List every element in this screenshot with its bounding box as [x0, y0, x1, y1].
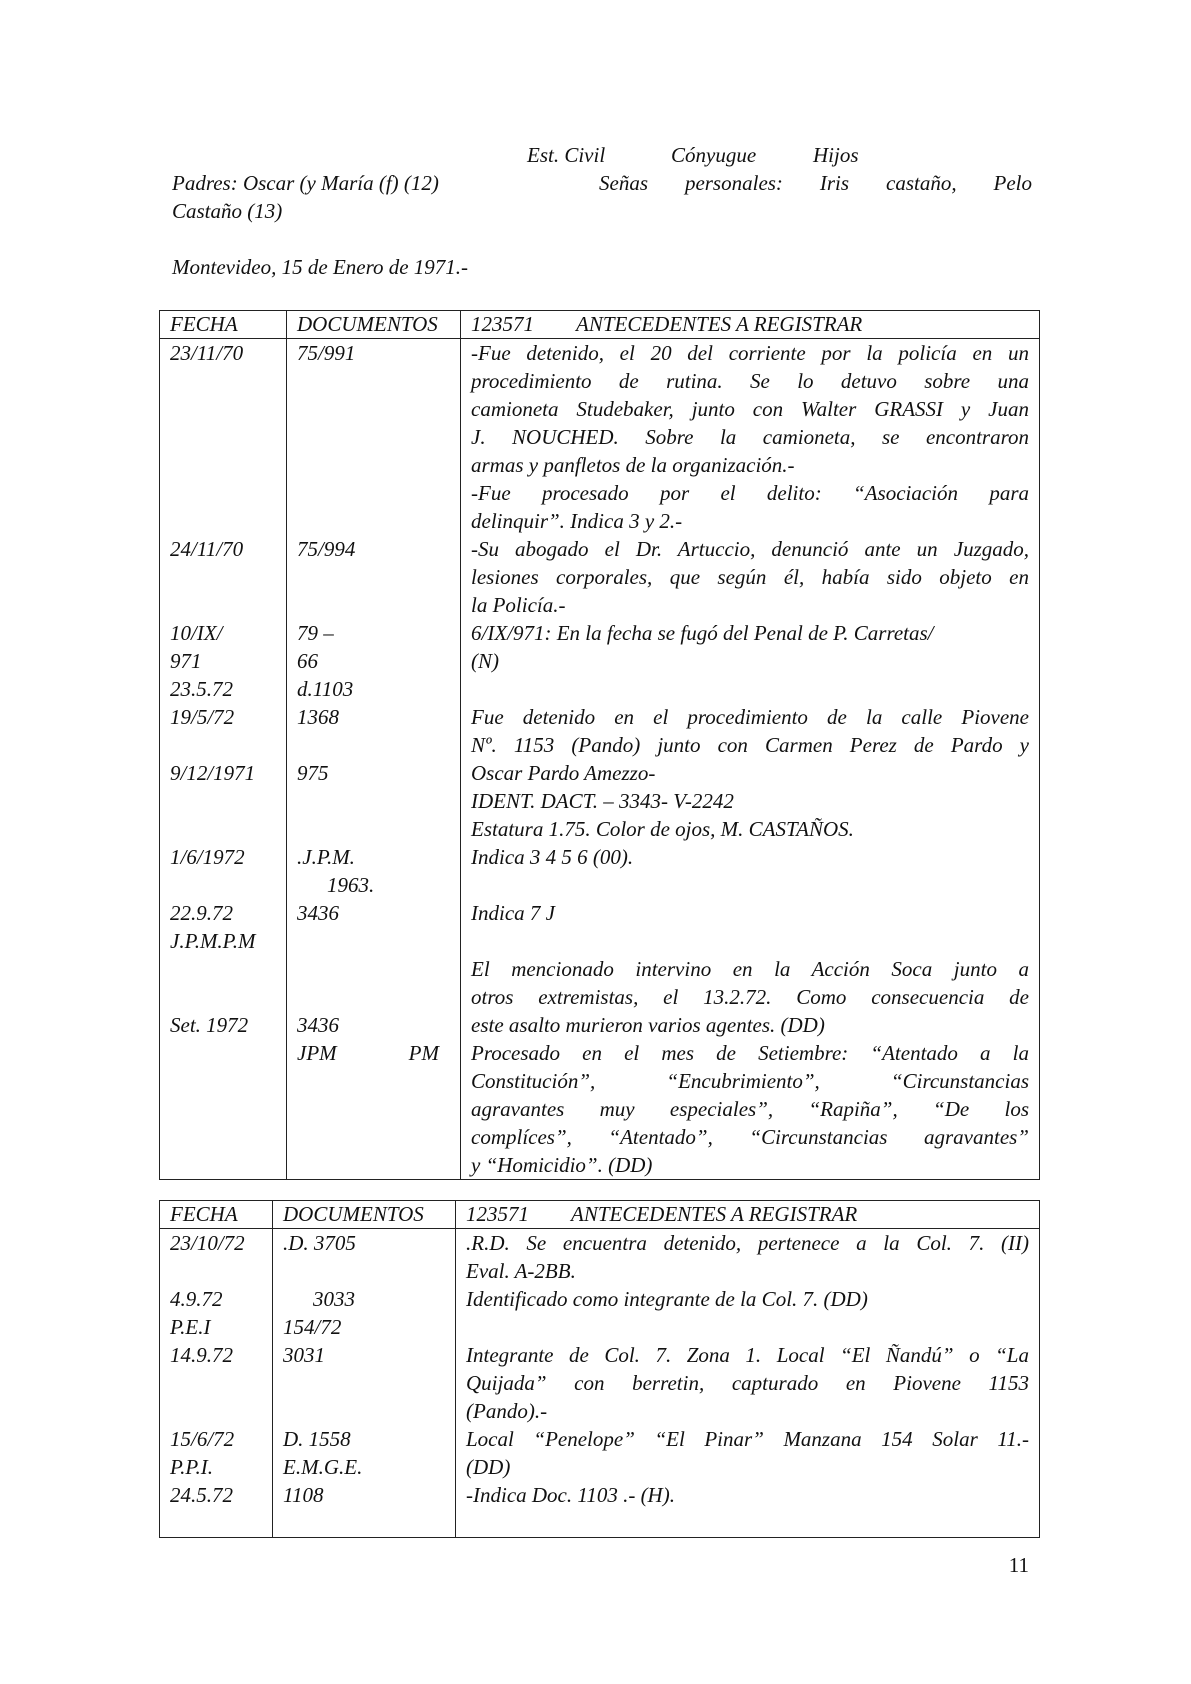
- line: -Indica Doc. 1103 .- (H).: [466, 1483, 675, 1507]
- features-word: Señas: [599, 171, 648, 195]
- line: [170, 423, 276, 451]
- features-word: personales:: [684, 171, 783, 195]
- line: 1108: [283, 1483, 324, 1507]
- line: 1368: [297, 705, 339, 729]
- line: 1963.: [327, 873, 375, 897]
- line: camioneta Studebaker, junto con Walter GRASSI y Juan: [471, 397, 1029, 421]
- line: 4.9.72: [170, 1287, 223, 1311]
- line: P.E.I: [170, 1315, 211, 1339]
- documentos-column: [273, 1229, 456, 1538]
- line: [297, 815, 450, 843]
- header-antecedentes-label: ANTECEDENTES A REGISTRAR: [576, 312, 863, 336]
- features-word: Iris: [819, 171, 850, 195]
- line: [297, 1123, 450, 1151]
- line: [297, 1095, 450, 1123]
- fecha-column: [160, 339, 287, 1180]
- line: [170, 983, 276, 1011]
- line: Identificado como integrante de la Col. 7. (DD): [466, 1287, 868, 1311]
- line: 23/10/72: [170, 1231, 245, 1255]
- line: [170, 1369, 262, 1397]
- line: 3436: [297, 901, 339, 925]
- line: [297, 1067, 450, 1095]
- line: 75/994: [297, 537, 356, 561]
- header-documentos: DOCUMENTOS: [287, 311, 461, 339]
- page-number: 11: [1008, 1553, 1029, 1577]
- line: 3033: [313, 1287, 355, 1311]
- line: [170, 1509, 262, 1537]
- line: [297, 955, 450, 983]
- distinctive-features-line: [599, 169, 1032, 197]
- line: D. 1558: [283, 1427, 351, 1451]
- line: 154/72: [283, 1315, 342, 1339]
- line: [297, 451, 450, 479]
- documentos-column: [287, 339, 461, 1180]
- line: 3436: [297, 1013, 339, 1037]
- line: procedimiento de rutina. Se lo detuvo sobre una: [471, 369, 1029, 393]
- line: Nº. 1153 (Pando) junto con Carmen Perez de Pardo y: [471, 733, 1029, 757]
- line: 3031: [283, 1343, 325, 1367]
- line: lesiones corporales, que según él, había sido objeto en: [471, 565, 1029, 589]
- line: [170, 1095, 276, 1123]
- line: 14.9.72: [170, 1343, 233, 1367]
- line: 15/6/72: [170, 1427, 235, 1451]
- line: otros extremistas, el 13.2.72. Como consecuencia de: [471, 985, 1029, 1009]
- line: [170, 563, 276, 591]
- line: Indica 3 4 5 6 (00).: [471, 845, 634, 869]
- line: (Pando).-: [466, 1399, 548, 1423]
- line: J.P.M.P.M: [170, 929, 256, 953]
- table-header-row: [160, 1201, 1040, 1229]
- line: delinquir”. Indica 3 y 2.-: [471, 509, 683, 533]
- line: [297, 927, 450, 955]
- line: Constitución”, “Encubrimiento”, “Circunstancias: [471, 1069, 1029, 1093]
- line: [297, 423, 450, 451]
- line: Indica 7 J: [471, 901, 555, 925]
- civil-status-label: Est. Civil: [527, 143, 606, 167]
- line: [170, 1067, 276, 1095]
- features-word: castaño,: [886, 171, 957, 195]
- line: .R.D. Se encuentra detenido, pertenece a la Col. 7. (II): [466, 1231, 1029, 1255]
- header-antecedentes: [456, 1201, 1040, 1229]
- line: [297, 563, 450, 591]
- line: 22.9.72: [170, 901, 233, 925]
- line: -Fue procesado por el delito: “Asociación para: [471, 481, 1029, 505]
- line: [170, 815, 276, 843]
- line: IDENT. DACT. – 3343- V-2242: [471, 789, 734, 813]
- line: 23.5.72: [170, 677, 233, 701]
- line: [170, 1257, 262, 1285]
- table-header-row: [160, 311, 1040, 339]
- line: P.P.I.: [170, 1455, 213, 1479]
- line: Set. 1972: [170, 1013, 249, 1037]
- line: [170, 731, 276, 759]
- line: Estatura 1.75. Color de ojos, M. CASTAÑOS.: [471, 817, 854, 841]
- line: [471, 675, 1029, 703]
- line: [170, 367, 276, 395]
- line: [471, 927, 1029, 955]
- line: [170, 1123, 276, 1151]
- line: [297, 507, 450, 535]
- line: El mencionado intervino en la Acción Soca junto a: [471, 957, 1029, 981]
- line: complíces”, “Atentado”, “Circunstancias agravantes”: [471, 1125, 1029, 1149]
- line: 10/IX/: [170, 621, 223, 645]
- table-row: [160, 339, 1040, 1180]
- line: 66: [297, 649, 318, 673]
- records-table-2: [159, 1200, 1040, 1538]
- line: [297, 983, 450, 1011]
- line: [170, 507, 276, 535]
- line: [297, 479, 450, 507]
- line: 79 –: [297, 621, 334, 645]
- spouse-label: Cónyugue: [671, 143, 757, 167]
- line: 9/12/1971: [170, 761, 256, 785]
- line: [283, 1369, 445, 1397]
- antecedentes-column: [461, 339, 1040, 1180]
- line: este asalto murieron varios agentes. (DD): [471, 1013, 825, 1037]
- line-with-pm: JPM PM: [297, 1041, 439, 1065]
- line: [297, 787, 450, 815]
- place-date: Montevideo, 15 de Enero de 1971.-: [172, 255, 469, 279]
- fecha-column: [160, 1229, 273, 1538]
- line: E.M.G.E.: [283, 1455, 363, 1479]
- line: (N): [471, 649, 499, 673]
- line: 24/11/70: [170, 537, 244, 561]
- line: [170, 395, 276, 423]
- line: Eval. A-2BB.: [466, 1259, 576, 1283]
- line: [297, 367, 450, 395]
- line: [297, 395, 450, 423]
- line: [170, 1151, 276, 1179]
- line: y “Homicidio”. (DD): [471, 1153, 653, 1177]
- header-fecha: FECHA: [160, 311, 287, 339]
- line: (DD): [466, 1455, 511, 1479]
- line: 24.5.72: [170, 1483, 233, 1507]
- line: [170, 1397, 262, 1425]
- line: [283, 1397, 445, 1425]
- children-label: Hijos: [813, 143, 859, 167]
- antecedentes-column: [456, 1229, 1040, 1538]
- line: .J.P.M.: [297, 845, 355, 869]
- header-number: 123571: [471, 312, 534, 336]
- header-antecedentes: [461, 311, 1040, 339]
- line: 19/5/72: [170, 705, 235, 729]
- line: armas y panfletos de la organización.-: [471, 453, 795, 477]
- line: Integrante de Col. 7. Zona 1. Local “El Ñandú” o “La: [466, 1343, 1029, 1367]
- hair-color-line: Castaño (13): [172, 199, 283, 223]
- line: Procesado en el mes de Setiembre: “Atentado a la: [471, 1041, 1029, 1065]
- line: [170, 591, 276, 619]
- table-row: [160, 1229, 1040, 1538]
- header-antecedentes-label: ANTECEDENTES A REGISTRAR: [571, 1202, 858, 1226]
- header-number: 123571: [466, 1202, 529, 1226]
- line: [297, 1151, 450, 1179]
- line: [297, 731, 450, 759]
- header-documentos: DOCUMENTOS: [273, 1201, 456, 1229]
- line: [170, 787, 276, 815]
- line: [170, 871, 276, 899]
- line: 23/11/70: [170, 341, 244, 365]
- line: [170, 451, 276, 479]
- line: Local “Penelope” “El Pinar” Manzana 154 Solar 11.-: [466, 1427, 1029, 1451]
- line: 6/IX/971: En la fecha se fugó del Penal de P. Carretas/: [471, 621, 934, 645]
- line: Quijada” con berretin, capturado en Piovene 1153: [466, 1371, 1029, 1395]
- line: [471, 871, 1029, 899]
- line: .D. 3705: [283, 1231, 356, 1255]
- doc-pm: PM: [408, 1041, 439, 1065]
- line: 971: [170, 649, 202, 673]
- line: [170, 479, 276, 507]
- line: Oscar Pardo Amezzo-: [471, 761, 656, 785]
- header-fecha: FECHA: [160, 1201, 273, 1229]
- line: [283, 1257, 445, 1285]
- line: 75/991: [297, 341, 356, 365]
- line: 975: [297, 761, 329, 785]
- line: [466, 1509, 1029, 1537]
- line: [297, 591, 450, 619]
- line: d.1103: [297, 677, 354, 701]
- line: J. NOUCHED. Sobre la camioneta, se encontraron: [471, 425, 1029, 449]
- line: [283, 1509, 445, 1537]
- line: la Policía.-: [471, 593, 566, 617]
- line: [466, 1313, 1029, 1341]
- line: 1/6/1972: [170, 845, 245, 869]
- features-word: Pelo: [993, 171, 1032, 195]
- line: agravantes muy especiales”, “Rapiña”, “De los: [471, 1097, 1029, 1121]
- line: [170, 955, 276, 983]
- line: -Su abogado el Dr. Artuccio, denunció ante un Juzgado,: [471, 537, 1029, 561]
- line: Fue detenido en el procedimiento de la calle Piovene: [471, 705, 1029, 729]
- parents-line: Padres: Oscar (y María (f) (12): [172, 171, 439, 195]
- records-table-1: [159, 310, 1040, 1180]
- line: -Fue detenido, el 20 del corriente por la policía en un: [471, 341, 1029, 365]
- line: [170, 1039, 276, 1067]
